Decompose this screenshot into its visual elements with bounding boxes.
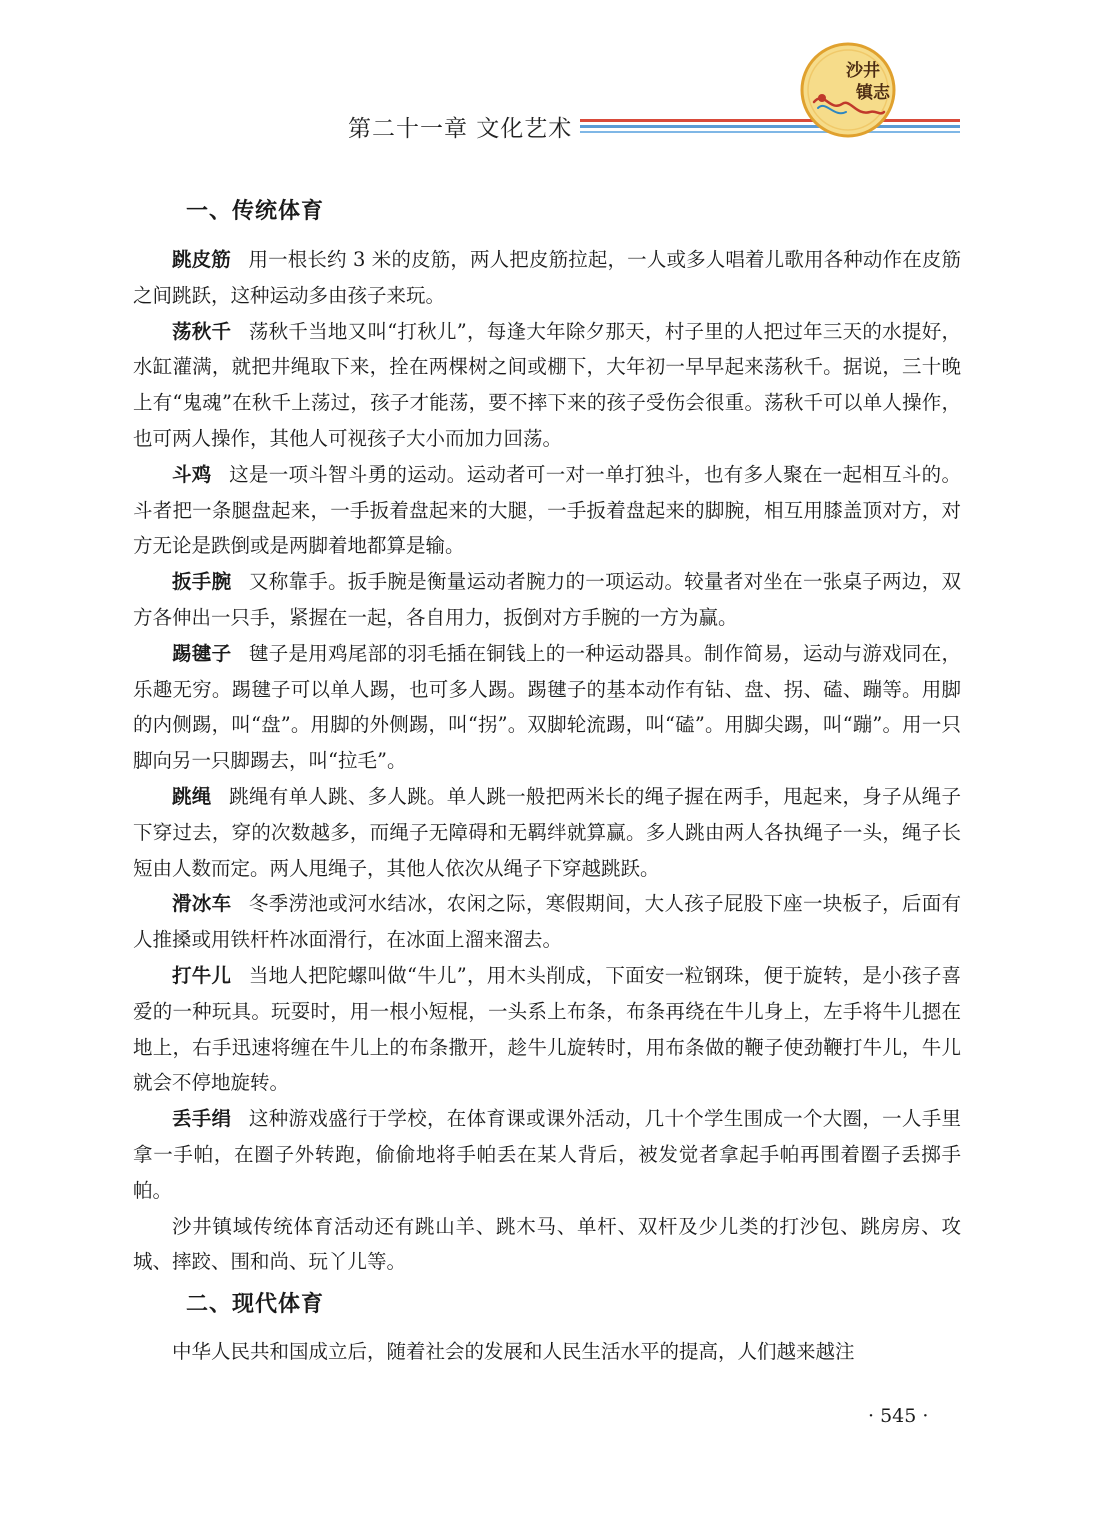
paragraph-spinning-top xyxy=(133,958,961,1101)
town-chronicle-seal-icon xyxy=(800,42,896,138)
header-rule-light-blue xyxy=(580,131,960,133)
paragraph-jump-rubber-band xyxy=(133,242,961,314)
section-body-modern-sports xyxy=(133,1334,961,1370)
paragraph-drop-handkerchief xyxy=(133,1101,961,1208)
paragraph-arm-wrestling xyxy=(133,564,961,636)
term-label: 荡秋千 xyxy=(172,319,232,343)
term-label: 斗鸡 xyxy=(172,462,212,486)
paragraph-text: 这是一项斗智斗勇的运动。运动者可一对一单打独斗，也有多人聚在一起相互斗的。斗者把一条腿盘起来，一手扳着盘起来的大腿，一手扳着盘起来的脚腕，相互用膝盖顶对方，对方无论是跌倒或是两脚着地都算是输。 xyxy=(133,462,961,558)
chapter-title: 第二十一章 文化艺术 xyxy=(348,116,573,142)
term-label: 打牛儿 xyxy=(172,963,232,987)
paragraph-text: 又称靠手。扳手腕是衡量运动者腕力的一项运动。较量者对坐在一张桌子两边，双方各伸出一只手，紧握在一起，各自用力，扳倒对方手腕的一方为赢。 xyxy=(133,570,961,629)
section-heading-traditional-sports: 一、传统体育 xyxy=(186,199,325,224)
paragraph-text: 荡秋千当地又叫“打秋儿”，每逢大年除夕那天，村子里的人把过年三天的水提好，水缸灌满，就把井绳取下来，拴在两棵树之间或棚下，大年初一早早起来荡秋千。据说，三十晚上有“鬼魂”在秋千上荡过，孩子才能荡，要不摔下来的孩子受伤会很重。荡秋千可以单人操作，也可两人操作，其他人可视孩子大小而加力回荡。 xyxy=(133,319,961,450)
paragraph-other-activities xyxy=(133,1209,961,1281)
paragraph-rooster-fight xyxy=(133,457,961,564)
paragraph-text: 沙井镇域传统体育活动还有跳山羊、跳木马、单杆、双杆及少儿类的打沙包、跳房房、攻城、摔跤、围和尚、玩丫儿等。 xyxy=(133,1214,961,1274)
term-label: 跳绳 xyxy=(172,784,212,808)
paragraph-text: 跳绳有单人跳、多人跳。单人跳一般把两米长的绳子握在两手，甩起来，身子从绳子下穿过去，穿的次数越多，而绳子无障碍和无羁绊就算赢。多人跳由两人各执绳子一头，绳子长短由人数而定。两人甩绳子，其他人依次从绳子下穿越跳跃。 xyxy=(133,784,961,880)
term-label: 踢毽子 xyxy=(172,641,232,665)
seal-text-line2: 镇志 xyxy=(856,83,890,103)
paragraph-rope-skipping xyxy=(133,779,961,886)
paragraph-text: 用一根长约 3 米的皮筋，两人把皮筋拉起，一人或多人唱着儿歌用各种动作在皮筋之间跳跃，这种运动多由孩子来玩。 xyxy=(133,248,961,307)
paragraph-text: 毽子是用鸡尾部的羽毛插在铜钱上的一种运动器具。制作简易，运动与游戏同在，乐趣无穷。踢毽子可以单人踢，也可多人踢。踢毽子的基本动作有钻、盘、拐、磕、蹦等。用脚的内侧踢，叫“盘”。用脚的外侧踢，叫“拐”。双脚轮流踢，叫“磕”。用脚尖踢，叫“蹦”。用一只脚向另一只脚踢去，叫“拉毛”。 xyxy=(133,641,961,773)
header-rule-blue xyxy=(580,125,960,128)
term-label: 丢手绢 xyxy=(172,1107,232,1131)
paragraph-text: 中华人民共和国成立后，随着社会的发展和人民生活水平的提高，人们越来越注 xyxy=(172,1340,855,1363)
paragraph-modern-intro xyxy=(133,1334,961,1370)
paragraph-ice-sled xyxy=(133,886,961,958)
section-body-traditional-sports xyxy=(133,242,961,1280)
paragraph-text: 这种游戏盛行于学校，在体育课或课外活动，几十个学生围成一个大圈，一人手里拿一手帕，在圈子外转跑，偷偷地将手帕丢在某人背后，被发觉者拿起手帕再围着圈子丢掷手帕。 xyxy=(133,1107,961,1202)
paragraph-shuttlecock xyxy=(133,636,961,779)
page-header xyxy=(0,0,1093,170)
page-number: · 545 · xyxy=(868,1405,929,1427)
term-label: 扳手腕 xyxy=(172,570,232,594)
paragraph-text: 当地人把陀螺叫做“牛儿”，用木头削成，下面安一粒钢珠，便于旋转，是小孩子喜爱的一种玩具。玩耍时，用一根小短棍，一头系上布条，布条再绕在牛儿身上，左手将牛儿摁在地上，右手迅速将缠在牛儿上的布条撒开，趁牛儿旋转时，用布条做的鞭子使劲鞭打牛儿，牛儿就会不停地旋转。 xyxy=(133,963,961,1095)
seal-text-line1: 沙井 xyxy=(846,61,880,81)
term-label: 跳皮筋 xyxy=(172,248,231,271)
paragraph-text: 冬季涝池或河水结冰，农闲之际，寒假期间，大人孩子屁股下座一块板子，后面有人推搡或用铁杆杵冰面滑行，在冰面上溜来溜去。 xyxy=(133,892,961,952)
term-label: 滑冰车 xyxy=(172,892,232,916)
paragraph-swing xyxy=(133,314,961,457)
section-heading-modern-sports: 二、现代体育 xyxy=(186,1292,325,1317)
header-rule-red xyxy=(580,119,960,122)
